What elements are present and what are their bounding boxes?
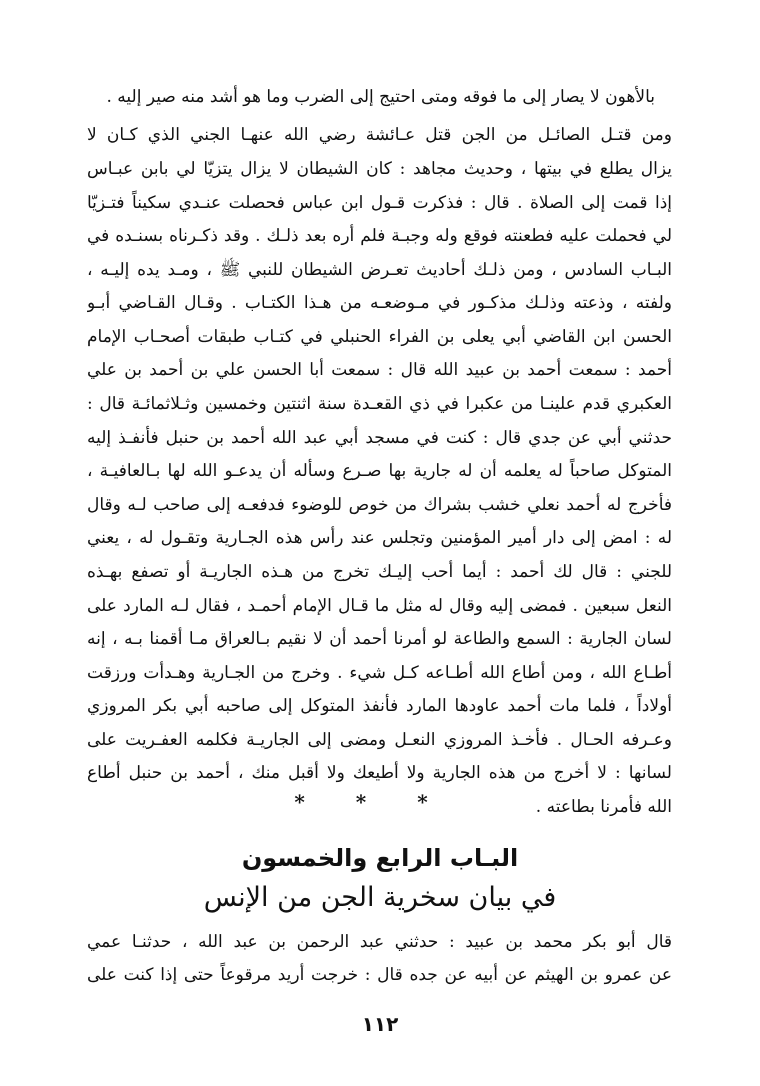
text-line-2: ومن قتـل الصائـل من الجن قتل عـائشة رضي الله عنهـا الجني الذي كـان لا [87, 125, 672, 145]
text-line-6: البـاب السادس ، ومن ذلـك أحاديث تعـرض الشيطان للنبي ﷺ ، ومـد يده إليـه ، [87, 260, 672, 280]
text-line-1: بالأهون لا يصار إلى ما فوقه ومتى احتيج إلى الضرب وما هو أشد منه صير إليه . [106, 87, 655, 107]
text-line-13: فأخرج له أحمد نعلي خشب بشراك من خوص للوضوء فدفعـه إلى صاحب لـه وقال [87, 495, 672, 515]
section-separator: * * * [294, 790, 450, 814]
text-line-21: لسانها : لا أخرج من هذه الجارية ولا أطيعك ولا أقبل منك ، أحمد بن حنبل أطاع [87, 763, 672, 783]
page-number: ١١٢ [361, 1012, 399, 1036]
chapter-subtitle: في بيان سخرية الجن من الإنس [203, 882, 557, 913]
text-line-17: لسان الجارية : السمع والطاعة لو أمرنا أحمد أن لا نقيم بـالعراق مـا أقمنا بـه ، إنه [87, 629, 672, 649]
closing-line-2: عن عمرو بن الهيثم عن أبيه عن جده قال : خرجت أريد مرقوعاً حتى إذا كنت على [87, 965, 672, 985]
text-line-9: أحمد : سمعت أحمد بن عبيد الله قال : سمعت أبا الحسن علي بن أحمد بن علي [87, 360, 672, 380]
text-line-12: المتوكل صاحباً له يعلمه أن له جارية بها صـرع وسأله أن يدعـو الله لها بـالعافيـة ، [87, 461, 672, 481]
text-line-16: النعل سبعين . فمضى إليه وقال له مثل ما قـال الإمام أحمـد ، فقال لـه المارد على [87, 596, 672, 616]
text-line-3: يزال يطلع في بيتها ، وحديث مجاهد : كان الشيطان لا يزال يتزيّا لي بابن عبـاس [87, 159, 672, 179]
chapter-title: البـاب الرابع والخمسون [241, 844, 519, 872]
closing-line-1: قال أبو بكر محمد بن عبيد : حدثني عبد الرحمن بن عبد الله ، حدثنـا عمي [87, 932, 672, 952]
text-line-20: وعـرفه الحـال . فأخـذ المروزي النعـل ومضى إلى الجاريـة فكلمه العفـريت على [87, 730, 672, 750]
text-line-4: إذا قمت إلى الصلاة . قال : فذكرت قـول ابن عباس فحصلت عنـدي سكيناً فتـزيّا [87, 193, 672, 213]
text-line-8: الحسن ابن القاضي أبي يعلى بن الفراء الحنبلي في كتـاب طبقات أصحـاب الإمام [87, 327, 672, 347]
text-line-15: للجني : قال لك أحمد : أيما أحب إليـك تخرج من هـذه الجاريـة أو تصفع بهـذه [87, 562, 672, 582]
text-line-5: لي فحملت عليه فطعنته فوقع وله وجبـة فلم أره بعد ذلـك . وقد ذكـرناه بسنـده في [87, 226, 672, 246]
text-line-19: أولاداً ، فلما مات أحمد عاودها المارد فأنفذ المتوكل إلى صاحبه أبي بكر المروزي [87, 696, 672, 716]
text-line-7: ولفته ، وذعته وذلـك مذكـور في مـوضعـه من هـذا الكتـاب . وقـال القـاضي أبـو [87, 293, 672, 313]
text-line-18: أطـاع الله ، ومن أطاع الله أطـاعه كـل شيء . وخرج من الجـارية وهـدأت ورزقت [87, 663, 672, 683]
text-line-10: العكبري قدم علينـا من عكبرا في ذي القعـدة سنة اثنتين وخمسين وثـلاثمائـة قال : [87, 394, 672, 414]
text-line-11: حدثني أبي عن جدي قال : كنت في مسجد أبي عبد الله أحمد بن حنبل فأنفـذ إليه [87, 428, 672, 448]
text-line-14: له : امض إلى دار أمير المؤمنين وتجلس عند رأس هذه الجـارية وتقـول له ، يعني [87, 528, 672, 548]
text-line-22: الله فأمرنا بطاعته . [535, 797, 672, 817]
